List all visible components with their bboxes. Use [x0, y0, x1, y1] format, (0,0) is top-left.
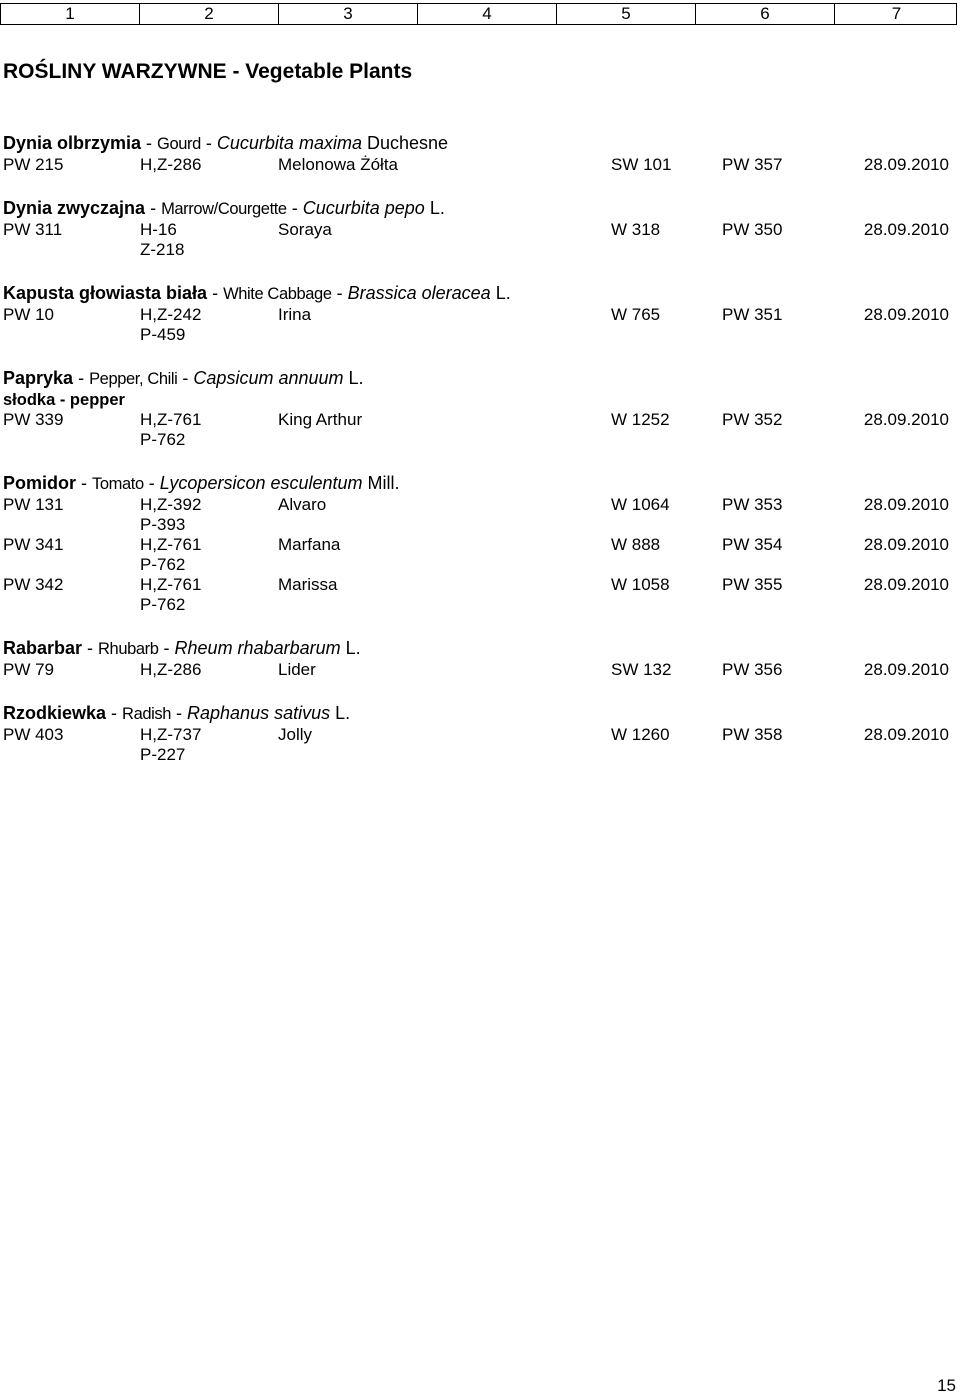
english-name: Radish: [122, 705, 172, 723]
polish-name: Rzodkiewka: [3, 703, 107, 723]
latin-name: Brassica oleracea: [347, 283, 491, 303]
breeder-code: W 1064: [611, 495, 670, 514]
variety-name: Jolly: [278, 725, 313, 744]
entry-line: [3, 305, 949, 325]
species-group: [3, 368, 949, 450]
breeder-code: W 1058: [611, 575, 670, 594]
polish-name: Rabarbar: [3, 638, 83, 658]
species-group: [3, 703, 949, 765]
registration-date: 28.09.2010: [863, 220, 949, 239]
entry-line: [3, 410, 949, 430]
origin-code: P-762: [140, 555, 186, 574]
species-subtitle: słodka - pepper: [3, 391, 125, 409]
breeder-code: SW 101: [611, 155, 672, 174]
origin-code: Z-218: [140, 240, 185, 259]
registration-date: 28.09.2010: [863, 660, 949, 679]
species-group: [3, 283, 949, 345]
english-name: Pepper, Chili: [89, 370, 178, 388]
author-abbrev: L.: [495, 283, 511, 303]
column-number: 3: [279, 4, 418, 24]
registration-date: 28.09.2010: [863, 495, 949, 514]
origin-code: H,Z-761: [140, 535, 202, 554]
variety-entry: [3, 410, 949, 450]
entry-line: [3, 155, 949, 175]
variety-name: Alvaro: [278, 495, 327, 514]
variety-entry: [3, 495, 949, 535]
breeder-code: W 765: [611, 305, 661, 324]
polish-name: Kapusta głowiasta biała: [3, 283, 208, 303]
species-heading: Rabarbar - Rhubarb - Rheum rhabarbarum L.: [3, 638, 361, 658]
polish-name: Papryka: [3, 368, 74, 388]
entry-line: [3, 535, 949, 555]
breeder-code: W 1252: [611, 410, 670, 429]
english-name: Marrow/Courgette: [161, 200, 287, 218]
variety-entry: [3, 220, 949, 260]
latin-name: Cucurbita maxima: [216, 133, 362, 153]
column-number: 4: [418, 4, 557, 24]
registration-date: 28.09.2010: [863, 305, 949, 324]
entry-line: [3, 745, 949, 765]
column-number-header: [0, 3, 957, 25]
variety-entry: [3, 725, 949, 765]
variety-name: King Arthur: [278, 410, 363, 429]
breeder-code: W 1260: [611, 725, 670, 744]
origin-code: H,Z-286: [140, 660, 202, 679]
author-abbrev: Mill.: [367, 473, 400, 493]
entry-number: PW 79: [3, 660, 55, 679]
polish-name: Pomidor: [3, 473, 77, 493]
species-list: [3, 133, 949, 788]
origin-code: P-393: [140, 515, 186, 534]
column-number: 1: [1, 4, 140, 24]
origin-code: H-16: [140, 220, 177, 239]
registration-date: 28.09.2010: [863, 535, 949, 554]
author-abbrev: L.: [348, 368, 364, 388]
column-number: 6: [696, 4, 835, 24]
register-number: PW 358: [722, 725, 783, 744]
variety-name: Soraya: [278, 220, 332, 239]
polish-name: Dynia zwyczajna: [3, 198, 146, 218]
english-name: Tomato: [92, 475, 144, 493]
species-heading: Dynia zwyczajna - Marrow/Courgette - Cucurbita pepo L.: [3, 198, 445, 218]
species-heading: Rzodkiewka - Radish - Raphanus sativus L.: [3, 703, 351, 723]
register-number: PW 357: [722, 155, 783, 174]
english-name: Rhubarb: [98, 640, 159, 658]
species-group: [3, 133, 949, 175]
species-heading: Pomidor - Tomato - Lycopersicon esculentum Mill.: [3, 473, 400, 493]
latin-name: Capsicum annuum: [193, 368, 344, 388]
section-title: ROŚLINY WARZYWNE - Vegetable Plants: [3, 60, 413, 83]
variety-entry: [3, 155, 949, 175]
register-number: PW 350: [722, 220, 783, 239]
origin-code: H,Z-242: [140, 305, 202, 324]
variety-entry: [3, 660, 949, 680]
breeder-code: W 888: [611, 535, 661, 554]
origin-code: P-762: [140, 430, 186, 449]
variety-entry: [3, 305, 949, 345]
origin-code: H,Z-392: [140, 495, 202, 514]
entry-line: [3, 660, 949, 680]
entry-number: PW 339: [3, 410, 64, 429]
register-number: PW 356: [722, 660, 783, 679]
breeder-code: W 318: [611, 220, 661, 239]
origin-code: H,Z-737: [140, 725, 202, 744]
entry-line: [3, 220, 949, 240]
entry-line: [3, 325, 949, 345]
entry-number: PW 131: [3, 495, 64, 514]
variety-entry: [3, 575, 949, 615]
variety-entry: [3, 535, 949, 575]
entry-line: [3, 495, 949, 515]
origin-code: H,Z-761: [140, 575, 202, 594]
registration-date: 28.09.2010: [863, 410, 949, 429]
entry-line: [3, 240, 949, 260]
variety-name: Lider: [278, 660, 316, 679]
entry-number: PW 215: [3, 155, 64, 174]
entry-number: PW 342: [3, 575, 64, 594]
entry-line: [3, 430, 949, 450]
page-number: 15: [937, 1376, 956, 1395]
register-number: PW 352: [722, 410, 783, 429]
author-abbrev: L.: [335, 703, 351, 723]
entry-line: [3, 595, 949, 615]
variety-name: Irina: [278, 305, 312, 324]
species-heading: Kapusta głowiasta biała - White Cabbage - Brassica oleracea L.: [3, 283, 511, 303]
entry-line: [3, 575, 949, 595]
column-number: 7: [891, 4, 902, 23]
english-name: White Cabbage: [223, 285, 332, 303]
breeder-code: SW 132: [611, 660, 672, 679]
entry-line: [3, 515, 949, 535]
latin-name: Lycopersicon esculentum: [159, 473, 363, 493]
entry-number: PW 10: [3, 305, 55, 324]
entry-number: PW 403: [3, 725, 64, 744]
entry-number: PW 311: [3, 220, 63, 239]
registration-date: 28.09.2010: [863, 725, 949, 744]
origin-code: H,Z-761: [140, 410, 202, 429]
registration-date: 28.09.2010: [863, 155, 949, 174]
register-number: PW 354: [722, 535, 783, 554]
polish-name: Dynia olbrzymia: [3, 133, 142, 153]
species-heading: Papryka - Pepper, Chili - Capsicum annuum L.: [3, 368, 364, 388]
author-abbrev: Duchesne: [366, 133, 449, 153]
species-group: [3, 638, 949, 680]
origin-code: P-459: [140, 325, 186, 344]
species-group: [3, 473, 949, 615]
author-abbrev: L.: [345, 638, 361, 658]
species-group: [3, 198, 949, 260]
variety-name: Marissa: [278, 575, 338, 594]
origin-code: H,Z-286: [140, 155, 202, 174]
latin-name: Cucurbita pepo: [302, 198, 425, 218]
origin-code: P-227: [140, 745, 186, 764]
entry-line: [3, 555, 949, 575]
register-number: PW 355: [722, 575, 783, 594]
latin-name: Rheum rhabarbarum: [174, 638, 341, 658]
registration-date: 28.09.2010: [863, 575, 949, 594]
species-heading: Dynia olbrzymia - Gourd - Cucurbita maxima Duchesne: [3, 133, 449, 153]
entry-line: [3, 725, 949, 745]
english-name: Gourd: [157, 135, 201, 153]
register-number: PW 351: [722, 305, 783, 324]
register-number: PW 353: [722, 495, 783, 514]
column-number: 2: [140, 4, 279, 24]
variety-name: Marfana: [278, 535, 341, 554]
entry-number: PW 341: [3, 535, 64, 554]
origin-code: P-762: [140, 595, 186, 614]
column-number: 5: [557, 4, 696, 24]
variety-name: Melonowa Żółta: [278, 155, 399, 174]
latin-name: Raphanus sativus: [187, 703, 331, 723]
author-abbrev: L.: [429, 198, 445, 218]
